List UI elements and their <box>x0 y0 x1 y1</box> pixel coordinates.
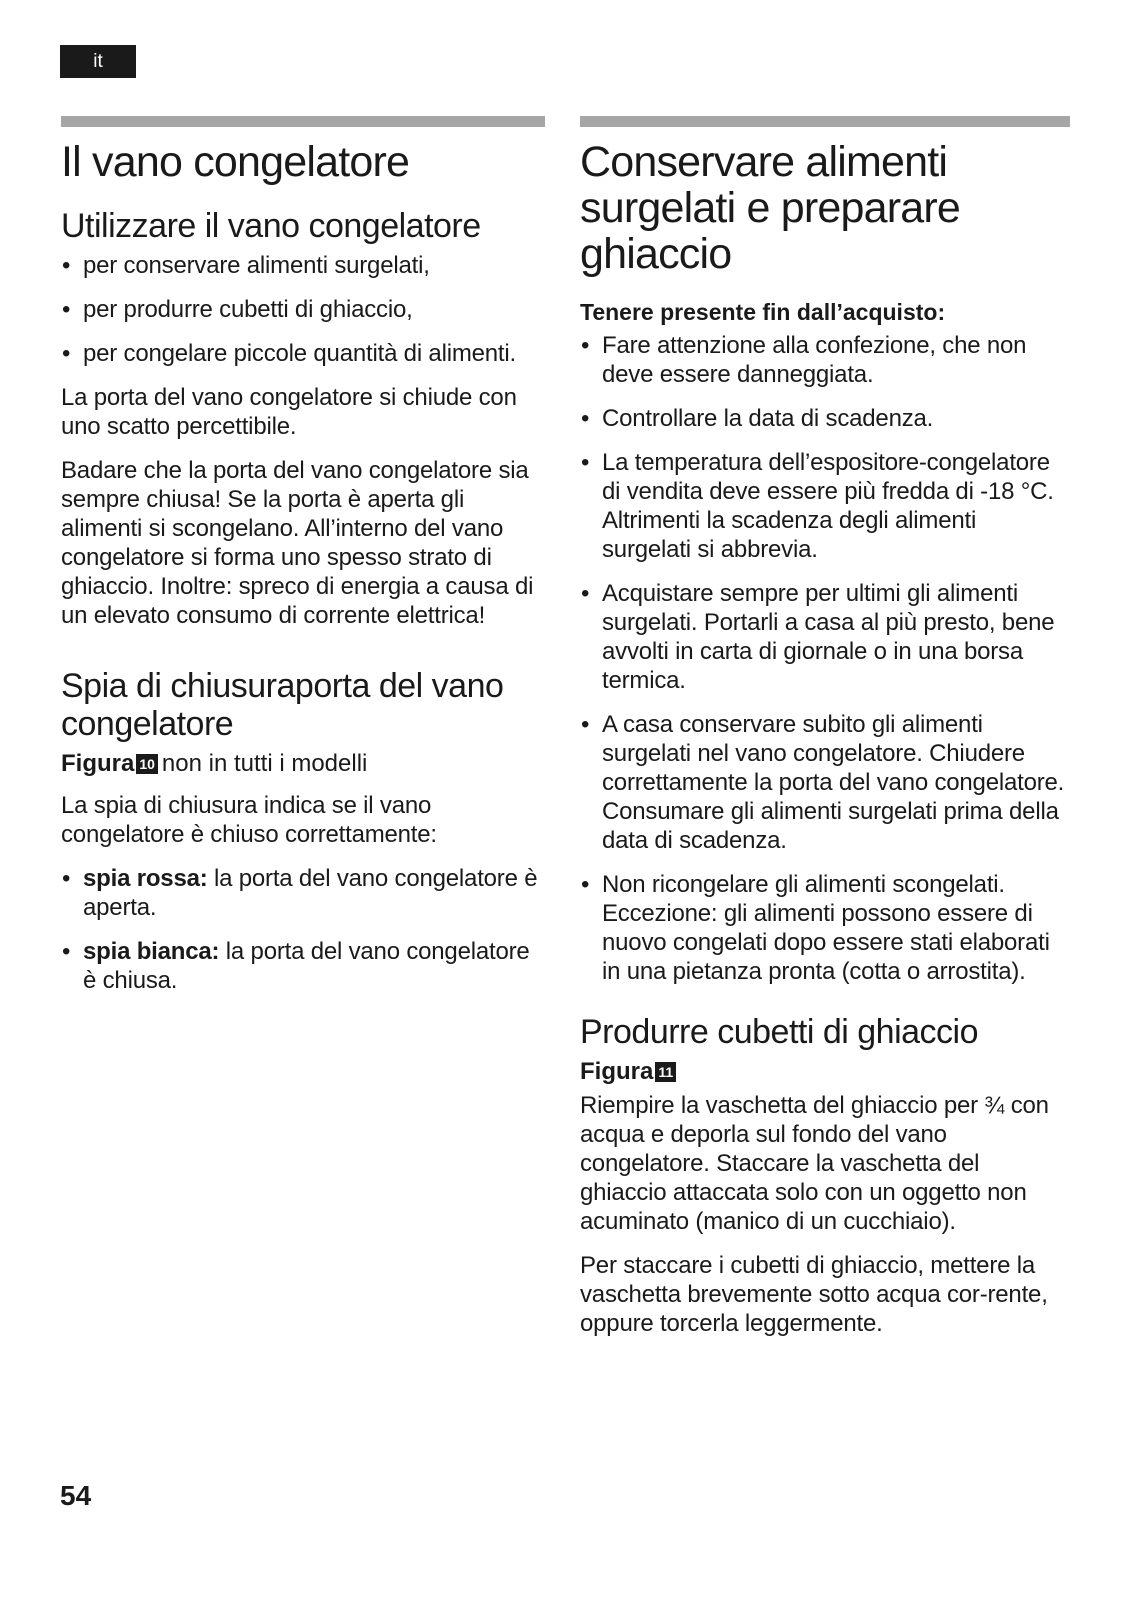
figure-reference <box>580 1057 1070 1087</box>
term: spia rossa: <box>83 865 208 892</box>
figure-reference <box>61 749 545 779</box>
indicator-list <box>61 864 545 995</box>
section-rule <box>61 116 545 127</box>
term-description: la porta del vano congelatore è aperta. <box>83 865 538 921</box>
paragraph: Riempire la vaschetta del ghiaccio per ¾ con acqua e deporla sul fondo del vano congelatore. Staccare la vaschetta del ghiaccio attaccata solo con un oggetto non acuminato (manico di un cucchiaio). <box>580 1092 1049 1235</box>
section-title: Conservare alimenti surgelati e preparare ghiaccio <box>580 138 960 278</box>
left-column <box>61 116 545 1010</box>
list-item <box>61 864 545 922</box>
figure-number-badge: 11 <box>655 1062 676 1082</box>
subsection-heading: Produrre cubetti di ghiaccio <box>580 1013 979 1051</box>
right-column <box>580 116 1070 1353</box>
purchase-tips-list <box>580 331 1070 986</box>
list-item <box>61 937 545 995</box>
list-item: • La temperatura dell’espositore-congelatore di vendita deve essere più fredda di -18 °C. Altrimenti la scadenza degli alimenti surgelati si abbrevia. <box>580 448 1070 564</box>
list-item: • per conservare alimenti surgelati, <box>61 251 545 280</box>
figure-number-badge: 10 <box>136 754 158 774</box>
section-title: Il vano congelatore <box>61 138 410 186</box>
list-item: • Acquistare sempre per ultimi gli alimenti surgelati. Portarli a casa al più presto, bene avvolti in carta di giornale o in una borsa termica. <box>580 579 1070 695</box>
list-item: • per produrre cubetti di ghiaccio, <box>61 295 545 324</box>
list-item: • per congelare piccole quantità di alimenti. <box>61 339 545 368</box>
paragraph: Per staccare i cubetti di ghiaccio, mettere la vaschetta brevemente sotto acqua cor-rente, oppure torcerla leggermente. <box>580 1252 1048 1337</box>
paragraph: La spia di chiusura indica se il vano congelatore è chiuso correttamente: <box>61 792 437 848</box>
list-item: • Fare attenzione alla confezione, che non deve essere danneggiata. <box>580 331 1070 389</box>
list-item: • Non ricongelare gli alimenti scongelati. Eccezione: gli alimenti possono essere di nuovo congelati dopo essere stati elaborati in una pietanza pronta (cotta o arrostita). <box>580 870 1070 986</box>
figure-note: non in tutti i modelli <box>161 750 368 777</box>
paragraph: La porta del vano congelatore si chiude con uno scatto percettibile. <box>61 384 517 440</box>
list-item: • Controllare la data di scadenza. <box>580 404 1070 433</box>
subsection-heading: Utilizzare il vano congelatore <box>61 207 481 245</box>
section-rule <box>580 116 1070 127</box>
subheading: Tenere presente fin dall’acquisto: <box>580 299 946 325</box>
page-number: 54 <box>60 1480 92 1511</box>
figure-label: Figura <box>580 1058 654 1085</box>
figure-label: Figura <box>61 750 135 777</box>
list-item: • A casa conservare subito gli alimenti surgelati nel vano congelatore. Chiudere correttamente la porta del vano congelatore. Consumare gli alimenti surgelati prima della data di scadenza. <box>580 710 1070 855</box>
usage-list <box>61 251 545 368</box>
subsection-heading: Spia di chiusuraporta del vano congelatore <box>61 667 504 743</box>
term-description: la porta del vano congelatore è chiusa. <box>83 938 530 994</box>
paragraph: Badare che la porta del vano congelatore sia sempre chiusa! Se la porta è aperta gli alimenti si scongelano. All’interno del vano congelatore si forma uno spesso strato di ghiaccio. Inoltre: spreco di energia a causa di un elevato consumo di corrente elettrica! <box>61 457 534 629</box>
term: spia bianca: <box>83 938 220 965</box>
language-tag: it <box>60 45 136 78</box>
